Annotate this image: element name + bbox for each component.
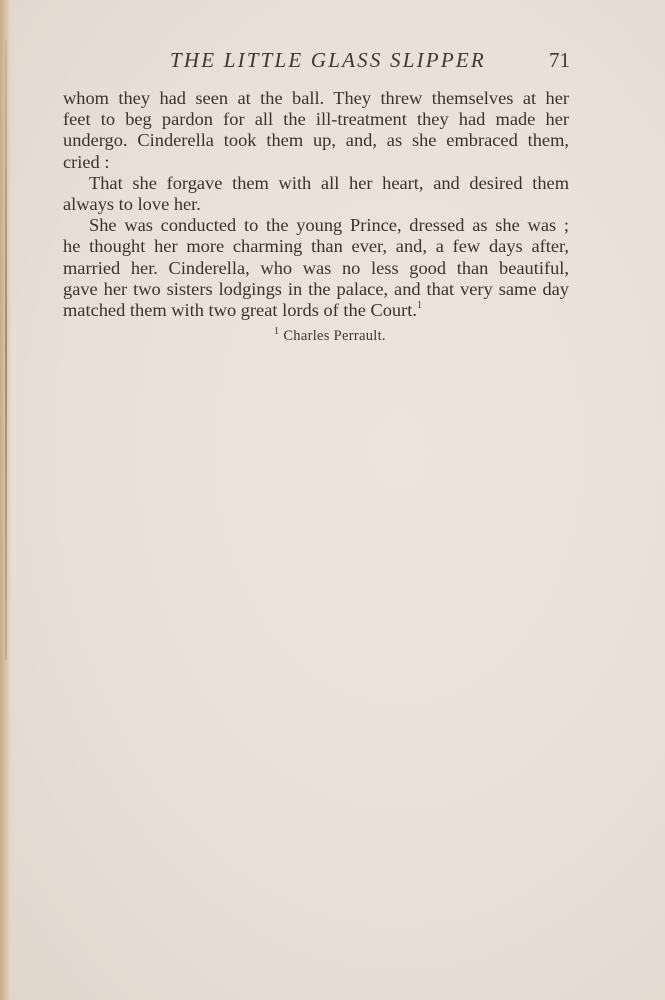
text-line: cried :: [63, 151, 110, 172]
paragraph-start-line: That she forgave them with all her heart, and desired them: [89, 172, 569, 193]
page-header: [60, 48, 570, 78]
page-number: 71: [549, 48, 570, 72]
text-line: always to love her.: [63, 194, 201, 215]
page-binding-edge: [0, 0, 12, 1000]
text-line: whom they had seen at the ball. They threw themselves at her: [63, 88, 569, 108]
paragraph-start-line: She was conducted to the young Prince, dressed as she was ;: [89, 215, 569, 236]
running-title: THE LITTLE GLASS SLIPPER: [170, 48, 486, 72]
text-line-with-note: [63, 300, 569, 321]
footnote-text: Charles Perrault.: [283, 328, 386, 344]
text-line: married her. Cinderella, who was no less good than beautiful,: [63, 257, 569, 278]
text-line: undergo. Cinderella took them up, and, as she embraced them,: [63, 130, 569, 151]
binding-shadow-line: [5, 40, 7, 660]
footnote: [274, 326, 386, 345]
text-line: feet to beg pardon for all the ill-treatment they had made her: [63, 109, 569, 130]
footnote-mark: 1: [274, 326, 280, 337]
text-line: he thought her more charming than ever, and, a few days after,: [63, 236, 569, 257]
body-text: [63, 88, 569, 321]
text-line: gave her two sisters lodgings in the palace, and that very same day: [63, 278, 569, 299]
footnote-reference: 1: [416, 300, 422, 312]
last-line-text: matched them with two great lords of the Court.: [63, 300, 417, 321]
